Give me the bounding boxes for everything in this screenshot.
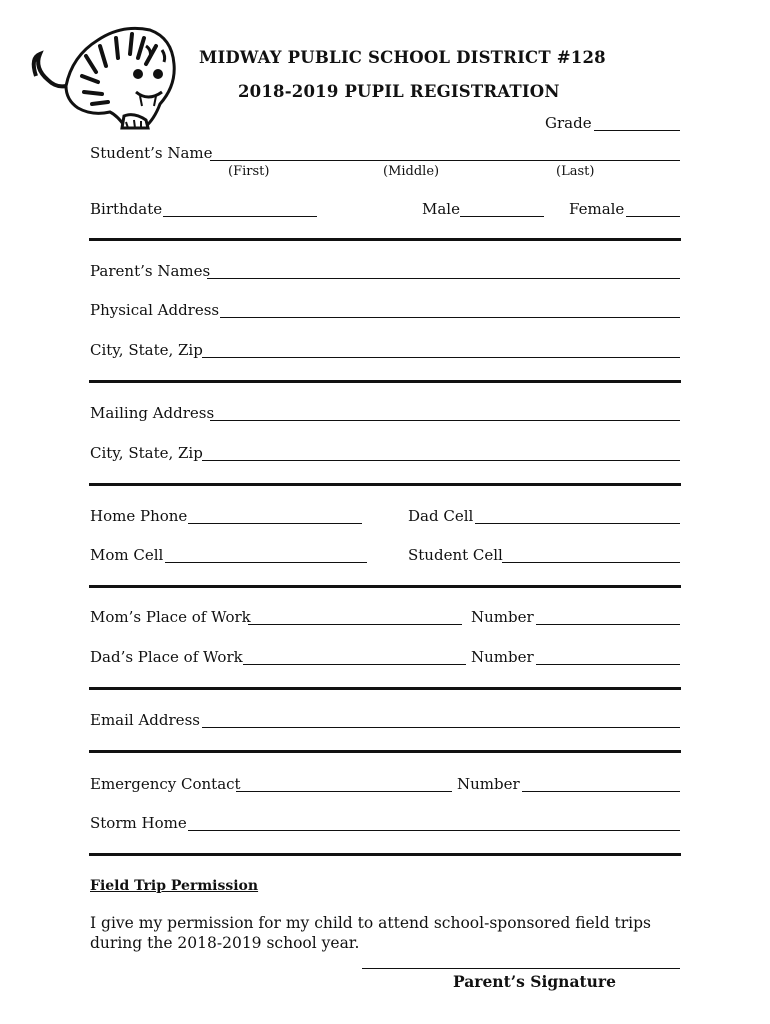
permission-text: I give my permission for my child to attend school-sponsored field trips during the 2018-2019 school year.: [90, 914, 652, 952]
section-divider: [89, 853, 681, 856]
male-field[interactable]: [460, 216, 544, 217]
emergency-number-field[interactable]: [522, 791, 680, 792]
parent-names-label: Parent’s Names: [90, 262, 211, 280]
student-name-field[interactable]: [210, 160, 680, 161]
physical-address-field[interactable]: [220, 317, 680, 318]
mom-work-label: Mom’s Place of Work: [90, 608, 251, 626]
emergency-number-label: Number: [457, 775, 520, 793]
student-name-label: Student’s Name: [90, 144, 213, 162]
student-cell-field[interactable]: [502, 562, 680, 563]
mom-cell-label: Mom Cell: [90, 546, 164, 564]
email-label: Email Address: [90, 711, 200, 729]
grade-field[interactable]: [594, 130, 680, 131]
parent-signature-field[interactable]: [362, 968, 680, 969]
field-trip-heading: Field Trip Permission: [90, 878, 259, 894]
storm-home-field[interactable]: [188, 830, 680, 831]
storm-home-label: Storm Home: [90, 814, 187, 832]
dad-work-label: Dad’s Place of Work: [90, 648, 243, 666]
mom-number-label: Number: [471, 608, 534, 626]
parent-signature-label: Parent’s Signature: [453, 972, 616, 991]
section-divider: [89, 238, 681, 241]
male-label: Male: [422, 200, 460, 218]
section-divider: [89, 483, 681, 486]
female-field[interactable]: [626, 216, 680, 217]
dad-cell-field[interactable]: [475, 523, 680, 524]
mailing-address-field[interactable]: [210, 420, 680, 421]
emergency-contact-field[interactable]: [236, 791, 452, 792]
first-name-caption: (First): [228, 164, 270, 179]
tiger-mascot-logo: [26, 16, 178, 132]
section-divider: [89, 750, 681, 753]
mom-cell-field[interactable]: [165, 562, 367, 563]
section-divider: [89, 585, 681, 588]
dad-number-label: Number: [471, 648, 534, 666]
section-divider: [89, 687, 681, 690]
district-title: MIDWAY PUBLIC SCHOOL DISTRICT #128: [199, 48, 606, 67]
mom-number-field[interactable]: [536, 624, 680, 625]
home-phone-label: Home Phone: [90, 507, 188, 525]
dad-work-field[interactable]: [243, 664, 466, 665]
physical-city-state-zip-field[interactable]: [202, 357, 680, 358]
emergency-contact-label: Emergency Contact: [90, 775, 241, 793]
mailing-city-state-zip-label: City, State, Zip: [90, 444, 203, 462]
student-cell-label: Student Cell: [408, 546, 503, 564]
grade-label: Grade: [545, 114, 592, 132]
form-title: 2018-2019 PUPIL REGISTRATION: [238, 82, 560, 101]
middle-name-caption: (Middle): [383, 164, 440, 179]
birthdate-field[interactable]: [163, 216, 317, 217]
birthdate-label: Birthdate: [90, 200, 163, 218]
dad-cell-label: Dad Cell: [408, 507, 474, 525]
mailing-address-label: Mailing Address: [90, 404, 215, 422]
section-divider: [89, 380, 681, 383]
dad-number-field[interactable]: [536, 664, 680, 665]
mom-work-field[interactable]: [248, 624, 462, 625]
parent-names-field[interactable]: [207, 278, 680, 279]
physical-address-label: Physical Address: [90, 301, 220, 319]
email-field[interactable]: [202, 727, 680, 728]
female-label: Female: [569, 200, 625, 218]
last-name-caption: (Last): [556, 164, 595, 179]
mailing-city-state-zip-field[interactable]: [202, 460, 680, 461]
home-phone-field[interactable]: [188, 523, 362, 524]
physical-city-state-zip-label: City, State, Zip: [90, 341, 203, 359]
